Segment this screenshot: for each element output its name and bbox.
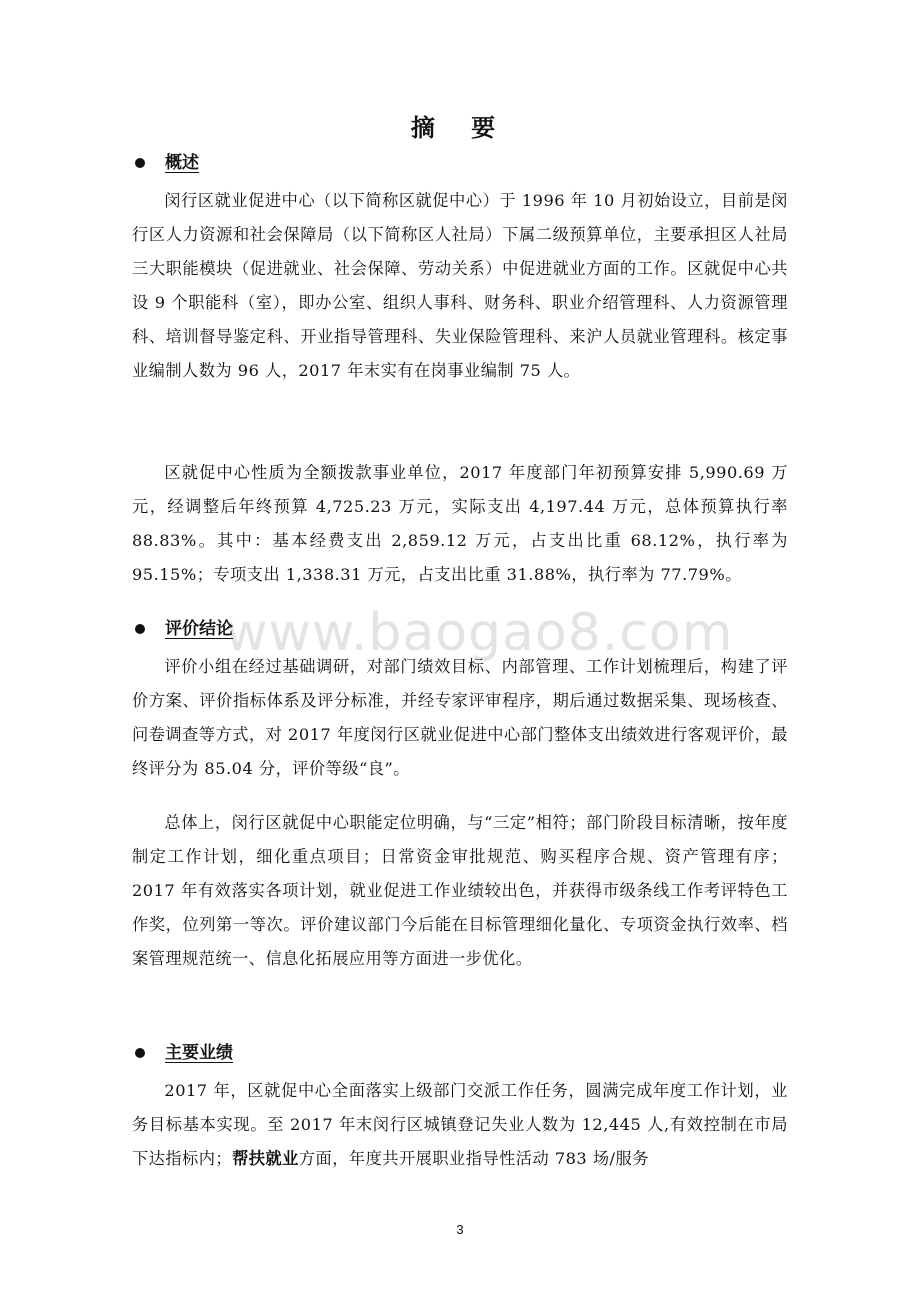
page-number: 3 [456,1222,464,1237]
conclusion-paragraph-2: 总体上，闵行区就促中心职能定位明确，与“三定”相符；部门阶段目标清晰，按年度制定工作计划，细化重点项目；日常资金审批规范、购买程序合规、资产管理有序；2017 年有效落实各项计划，就业促进工作业绩较出色，并获得市级条线工作考评特色工作奖，位列第一等次。评价建议部门今后能在目标管理细化量化、专项资金执行效率、档案管理规范统一、信息化拓展应用等方面进一步优化。 [132,813,788,968]
bullet-icon [135,158,145,168]
section-heading-text: 概述 [165,153,199,173]
overview-paragraph-1: 闵行区就业促进中心（以下简称区就促中心）于 1996 年 10 月初始设立，目前是闵行区人力资源和社会保障局（以下简称区人社局）下属二级预算单位，主要承担区人社局三大职能模块（促进就业、社会保障、劳动关系）中促进就业方面的工作。区就促中心共设 9 个职能科（室），即办公室、组织人事科、财务科、职业介绍管理科、人力资源管理科、培训督导鉴定科、开业指导管理科、失业保险管理科、来沪人员就业管理科。核定事业编制人数为 96 人，2017 年末实有在岗事业编制 75 人。 [132,191,788,380]
achievements-paragraph-1 [132,1074,788,1176]
bullet-icon [135,1048,145,1058]
overview-paragraph-2: 区就促中心性质为全额拨款事业单位，2017 年度部门年初预算安排 5,990.69 万元，经调整后年终预算 4,725.23 万元，实际支出 4,197.44 万元，总体预算执行率 88.83%。其中：基本经费支出 2,859.12 万元，占支出比重 68.12%，执行率为 95.15%；专项支出 1,338.31 万元，占支出比重 31.88%，执行率为 77.79%。 [132,463,788,584]
achievements-text-a: 2017 年，区就促中心全面落实上级部门交派工作任务，圆满完成年度工作计划，业务目标基本实现。至 2017 年末闵行区城镇登记失业人数为 12,445 人,有效控制在市局下达指标内； [132,1081,788,1168]
watermark: www.baogao8.com [225,603,734,663]
achievements-text-b: 方面，年度共开展职业指导性活动 783 场/服务 [298,1149,649,1168]
section-heading-text: 评价结论 [165,619,233,639]
section-heading-text: 主要业绩 [165,1043,233,1063]
page-title: 摘 要 [410,114,510,142]
conclusion-paragraph-1: 评价小组在经过基础调研，对部门绩效目标、内部管理、工作计划梳理后，构建了评价方案、评价指标体系及评分标准，并经专家评审程序，期后通过数据采集、现场核查、问卷调查等方式，对 2017 年度闵行区就业促进中心部门整体支出绩效进行客观评价，最终评分为 85.04 分，评价等级“良”。 [132,657,788,778]
achievements-bold-keyword: 帮扶就业 [232,1149,299,1168]
bullet-icon [135,624,145,634]
